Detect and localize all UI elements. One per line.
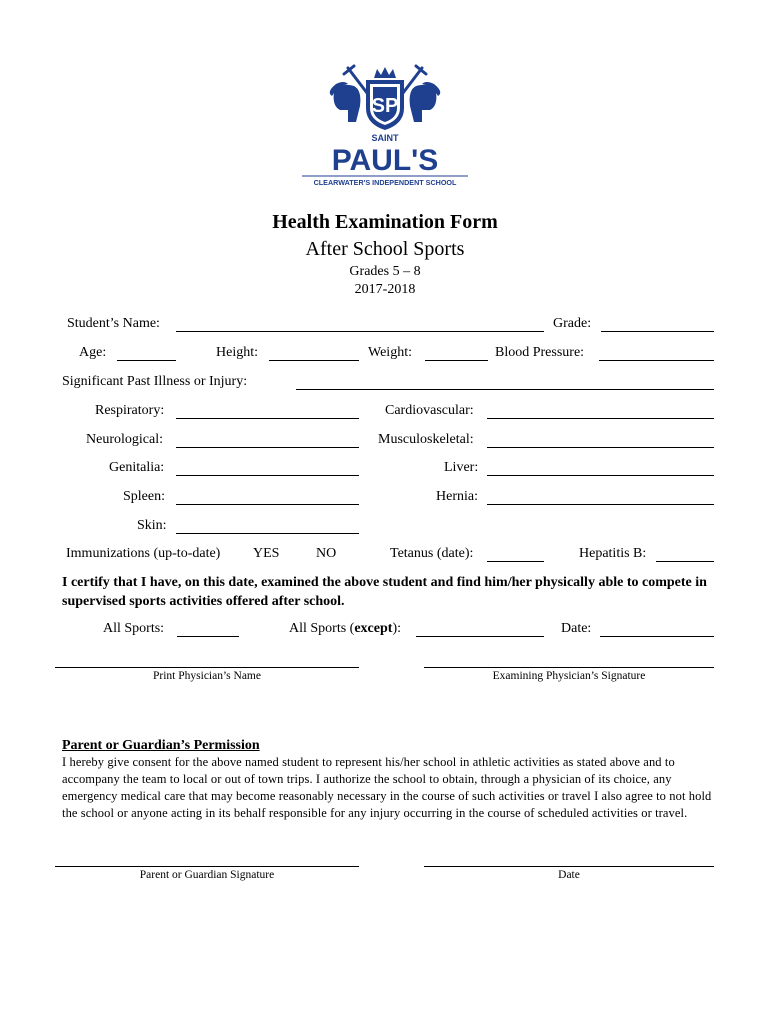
- form-title: Health Examination Form: [272, 211, 498, 233]
- liver-field[interactable]: [487, 475, 714, 476]
- musculoskeletal-field[interactable]: [487, 447, 714, 448]
- logo-saint-text: SAINT: [371, 133, 399, 143]
- neurological-label: Neurological:: [86, 432, 163, 447]
- liver-label: Liver:: [444, 460, 479, 475]
- past-illness-label: Significant Past Illness or Injury:: [62, 374, 248, 389]
- parent-date-field[interactable]: [424, 866, 714, 867]
- blood-pressure-label: Blood Pressure:: [495, 345, 585, 360]
- physician-signature-caption: Examining Physician’s Signature: [492, 670, 646, 682]
- weight-field[interactable]: [425, 360, 488, 361]
- logo-pauls-text: PAUL'S: [331, 144, 439, 177]
- height-label: Height:: [216, 345, 258, 360]
- weight-label: Weight:: [368, 345, 412, 360]
- student-name-field[interactable]: [176, 331, 544, 332]
- age-field[interactable]: [117, 360, 176, 361]
- hepatitis-label: Hepatitis B:: [579, 546, 647, 561]
- grade-label: Grade:: [553, 316, 592, 331]
- age-label: Age:: [79, 345, 107, 360]
- parent-signature-field[interactable]: [55, 866, 359, 867]
- spleen-field[interactable]: [176, 504, 359, 505]
- all-sports-label: All Sports:: [103, 621, 165, 636]
- left-helmet-icon: [330, 82, 361, 122]
- immunizations-yes-option[interactable]: YES: [253, 546, 280, 561]
- cardiovascular-field[interactable]: [487, 418, 714, 419]
- physician-name-caption: Print Physician’s Name: [153, 670, 261, 682]
- height-field[interactable]: [269, 360, 359, 361]
- all-sports-field[interactable]: [177, 636, 239, 637]
- grades-text: Grades 5 – 8: [349, 264, 421, 279]
- school-logo: [296, 62, 474, 190]
- permission-body: I hereby give consent for the above named student to represent his/her school in athletic activities as stated above and to accompany the team to local or out of town trips. I authorize the school to obtain, through a physician of its choice, any emergency medical care that may become reasonably necessary in the course of such activities or travel I also agree to not hold the school or anyone acting in its behalf responsible for any injury occurring in the course of scheduled activities or travel.: [62, 755, 712, 820]
- parent-signature-caption: Parent or Guardian Signature: [139, 869, 275, 881]
- cert-date-label: Date:: [561, 621, 592, 636]
- blood-pressure-field[interactable]: [599, 360, 714, 361]
- right-helmet-icon: [410, 82, 441, 122]
- immunizations-no-option[interactable]: NO: [316, 546, 337, 561]
- genitalia-field[interactable]: [176, 475, 359, 476]
- hepatitis-field[interactable]: [656, 561, 714, 562]
- cert-date-field[interactable]: [600, 636, 714, 637]
- grade-field[interactable]: [601, 331, 714, 332]
- physician-name-field[interactable]: [55, 667, 359, 668]
- shield-icon: [366, 80, 404, 130]
- hernia-field[interactable]: [487, 504, 714, 505]
- logo-tagline-text: CLEARWATER'S INDEPENDENT SCHOOL: [313, 178, 457, 187]
- tetanus-label: Tetanus (date):: [390, 546, 474, 561]
- school-year-text: 2017-2018: [354, 282, 416, 297]
- hernia-label: Hernia:: [436, 489, 478, 504]
- respiratory-label: Respiratory:: [95, 403, 165, 418]
- respiratory-field[interactable]: [176, 418, 359, 419]
- all-sports-except-label: All Sports (except):: [289, 621, 401, 636]
- skin-label: Skin:: [137, 518, 167, 533]
- past-illness-field[interactable]: [296, 389, 714, 390]
- musculoskeletal-label: Musculoskeletal:: [378, 432, 474, 447]
- immunizations-label: Immunizations (up-to-date): [66, 546, 221, 561]
- crown-icon: [374, 67, 396, 78]
- neurological-field[interactable]: [176, 447, 359, 448]
- certification-statement: I certify that I have, on this date, examined the above student and find him/her physically able to compete in supervised sports activities offered after school.: [62, 575, 707, 609]
- all-sports-except-field[interactable]: [416, 636, 544, 637]
- form-subtitle: After School Sports: [305, 238, 465, 260]
- physician-signature-field[interactable]: [424, 667, 714, 668]
- parent-date-caption: Date: [558, 869, 580, 881]
- permission-heading: Parent or Guardian’s Permission: [62, 738, 260, 753]
- cardiovascular-label: Cardiovascular:: [385, 403, 474, 418]
- tetanus-date-field[interactable]: [487, 561, 544, 562]
- svg-text:SP: SP: [371, 95, 399, 117]
- student-name-label: Student’s Name:: [67, 316, 160, 331]
- spleen-label: Spleen:: [123, 489, 165, 504]
- skin-field[interactable]: [176, 533, 359, 534]
- genitalia-label: Genitalia:: [109, 460, 165, 475]
